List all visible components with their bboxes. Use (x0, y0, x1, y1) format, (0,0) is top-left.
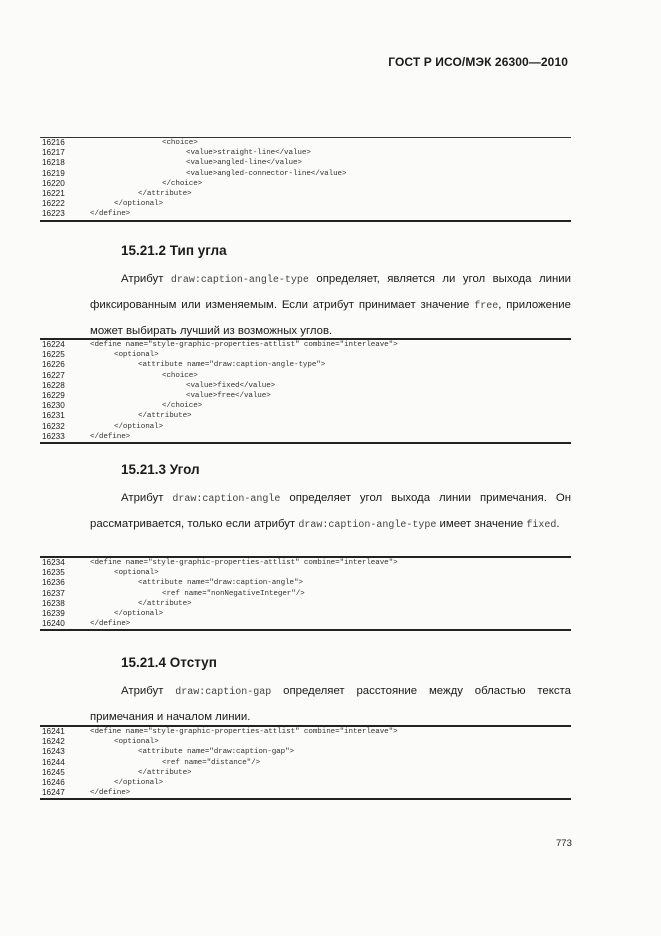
code-text: <choice> (162, 371, 198, 380)
section-heading: 15.21.2 Тип угла (121, 243, 227, 258)
code-line (40, 148, 571, 158)
code-text: <optional> (114, 351, 159, 360)
code-text: </define> (90, 789, 131, 798)
code-text: <value>straight-line</value> (186, 149, 311, 158)
line-number: 16220 (42, 178, 65, 188)
section-heading: 15.21.4 Отступ (121, 655, 217, 670)
code-line (40, 599, 571, 609)
code-listing (40, 725, 571, 800)
line-number: 16222 (42, 199, 65, 209)
code-text: <attribute name="draw:caption-gap"> (138, 748, 294, 757)
code-text: </optional> (114, 609, 164, 618)
code-text: </optional> (114, 422, 164, 431)
code-line (40, 391, 571, 401)
line-number: 16242 (42, 737, 65, 747)
line-number: 16216 (42, 138, 65, 147)
code-text: </define> (90, 620, 131, 629)
line-number: 16244 (42, 757, 65, 767)
code-term: draw:caption-gap (175, 687, 272, 698)
line-number: 16235 (42, 568, 65, 578)
line-number: 16237 (42, 588, 65, 598)
code-line (40, 747, 571, 757)
code-line (40, 558, 571, 568)
code-text: </choice> (162, 402, 203, 411)
code-text: <define name="style-graphic-properties-attlist" combine="interleave"> (90, 341, 398, 349)
code-term: draw:caption-angle-type (170, 275, 309, 286)
code-term: draw:caption-angle (172, 494, 281, 505)
code-line (40, 737, 571, 747)
code-text: </define> (90, 432, 131, 441)
line-number: 16233 (42, 431, 65, 441)
code-line (40, 360, 571, 370)
code-line (40, 758, 571, 768)
code-line (40, 788, 571, 798)
line-number: 16247 (42, 788, 65, 798)
line-number: 16234 (42, 558, 65, 567)
code-text: </choice> (162, 179, 203, 188)
code-text: <optional> (114, 738, 159, 747)
code-line (40, 619, 571, 629)
code-line (40, 568, 571, 578)
code-text: <choice> (162, 139, 198, 147)
line-number: 16230 (42, 401, 65, 411)
code-listing (40, 556, 571, 631)
line-number: 16219 (42, 168, 65, 178)
code-text: <value>angled-line</value> (186, 159, 302, 168)
code-text: </optional> (114, 200, 164, 209)
line-number: 16229 (42, 390, 65, 400)
line-number: 16225 (42, 350, 65, 360)
line-number: 16227 (42, 370, 65, 380)
line-number: 16240 (42, 619, 65, 629)
line-number: 16223 (42, 209, 65, 219)
code-text: <define name="style-graphic-properties-attlist" combine="interleave"> (90, 559, 398, 567)
section-heading: 15.21.3 Угол (121, 462, 200, 477)
line-number: 16231 (42, 411, 65, 421)
line-number: 16238 (42, 598, 65, 608)
line-number: 16239 (42, 608, 65, 618)
line-number: 16246 (42, 777, 65, 787)
code-text: <define name="style-graphic-properties-attlist" combine="interleave"> (90, 728, 398, 736)
code-term: free (474, 301, 499, 312)
code-text: <value>angled-connector-line</value> (186, 169, 347, 178)
code-line (40, 778, 571, 788)
code-listing (40, 338, 571, 444)
line-number: 16221 (42, 188, 65, 198)
line-number: 16218 (42, 158, 65, 168)
code-text: <value>free</value> (186, 391, 271, 400)
code-text: <value>fixed</value> (186, 381, 276, 390)
code-line (40, 158, 571, 168)
code-line (40, 589, 571, 599)
page-number: 773 (556, 838, 572, 849)
code-text: </attribute> (138, 189, 192, 198)
code-line (40, 432, 571, 442)
line-number: 16232 (42, 421, 65, 431)
line-number: 16243 (42, 747, 65, 757)
line-number: 16236 (42, 578, 65, 588)
code-text: </attribute> (138, 412, 192, 421)
code-line (40, 350, 571, 360)
code-text: <ref name="nonNegativeInteger"/> (162, 589, 305, 598)
code-line (40, 727, 571, 737)
code-line (40, 381, 571, 391)
code-line (40, 189, 571, 199)
code-line (40, 578, 571, 588)
code-line (40, 179, 571, 189)
code-line (40, 199, 571, 209)
code-listing (40, 137, 571, 222)
page-header: ГОСТ Р ИСО/МЭК 26300—2010 (388, 55, 568, 69)
code-text: </attribute> (138, 768, 192, 777)
code-line (40, 371, 571, 381)
code-term: fixed (526, 520, 557, 531)
code-text: <attribute name="draw:caption-angle-type"> (138, 361, 326, 370)
line-number: 16226 (42, 360, 65, 370)
line-number: 16245 (42, 767, 65, 777)
paragraph: Атрибут draw:caption-angle определяет угол выхода линии примечания. Он рассматривается, только если атрибут draw:caption-angle-type имеет значение fixed. (90, 492, 571, 531)
code-line (40, 411, 571, 421)
code-line (40, 401, 571, 411)
code-text: </attribute> (138, 599, 192, 608)
line-number: 16241 (42, 727, 65, 736)
code-line (40, 209, 571, 219)
paragraph: Атрибут draw:caption-angle-type определяет, является ли угол выхода линии фиксированным или изменяемым. Если атрибут принимает значение free, приложение может выбирать лучший из возможных углов. (90, 273, 571, 337)
code-term: draw:caption-angle-type (298, 520, 437, 531)
code-text: <attribute name="draw:caption-angle"> (138, 579, 303, 588)
code-line (40, 768, 571, 778)
code-line (40, 340, 571, 350)
code-line (40, 609, 571, 619)
code-text: </define> (90, 210, 131, 219)
code-line (40, 138, 571, 148)
paragraph: Атрибут draw:caption-gap определяет расстояние между областью текста примечания и началом линии. (90, 685, 571, 723)
code-text: <ref name="distance"/> (162, 758, 261, 767)
code-text: </optional> (114, 778, 164, 787)
code-text: <optional> (114, 569, 159, 578)
code-line (40, 422, 571, 432)
code-line (40, 169, 571, 179)
line-number: 16217 (42, 148, 65, 158)
line-number: 16228 (42, 380, 65, 390)
line-number: 16224 (42, 340, 65, 349)
